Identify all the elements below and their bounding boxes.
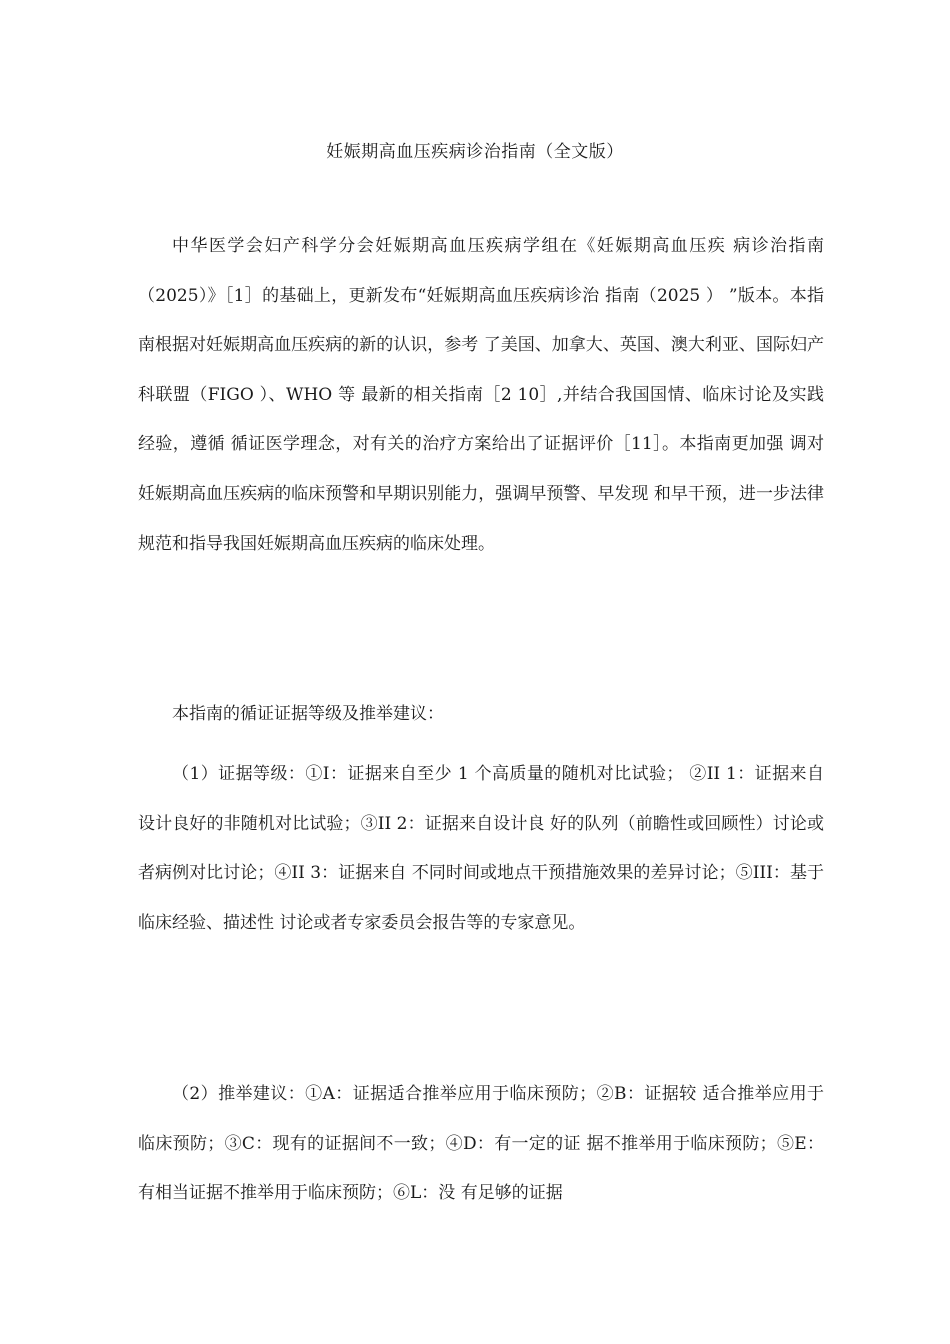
evidence-levels-paragraph: （1）证据等级：①I：证据来自至少 1 个高质量的随机对比试验； ②II 1：证据来自设计良好的非随机对比试验；③II 2：证据来自设计良 好的队列（前瞻性或回顾性）讨论或者病例对比讨论；④II 3：证据来自 不同时间或地点干预措施效果的差异讨论；⑤III：基于临床经验、描述性 讨论或者专家委员会报告等的专家意见。	[138, 764, 824, 933]
document-title: 妊娠期高血压疾病诊治指南（全文版）	[326, 142, 624, 162]
evidence-heading-paragraph: 本指南的循证证据等级及推举建议：	[172, 704, 444, 724]
intro-paragraph: 中华医学会妇产科学分会妊娠期高血压疾病学组在《妊娠期高血压疾 病诊治指南（2025）》［1］的基础上，更新发布“妊娠期高血压疾病诊治 指南（2025 ） ”版本。本指南根据对妊娠期高血压疾病的新的认识，参考 了美国、加拿大、英国、澳大利亚、国际妇产科联盟（FIGO ）、WHO 等 最新的相关指南［2 10］,并结合我国国情、临床讨论及实践经验，遵循 循证医学理念，对有关的治疗方案给出了证据评价［11］。本指南更加强 调对妊娠期高血压疾病的临床预警和早期识别能力，强调早预警、早发现 和早干预，进一步法律规范和指导我国妊娠期高血压疾病的临床处理。	[138, 236, 824, 554]
recommendations-paragraph: （2）推举建议：①A：证据适合推举应用于临床预防；②B：证据较 适合推举应用于临床预防；③C：现有的证据间不一致；④D：有一定的证 据不推举用于临床预防；⑤E：有相当证据不推举用于临床预防；⑥L：没 有足够的证据	[138, 1084, 824, 1204]
